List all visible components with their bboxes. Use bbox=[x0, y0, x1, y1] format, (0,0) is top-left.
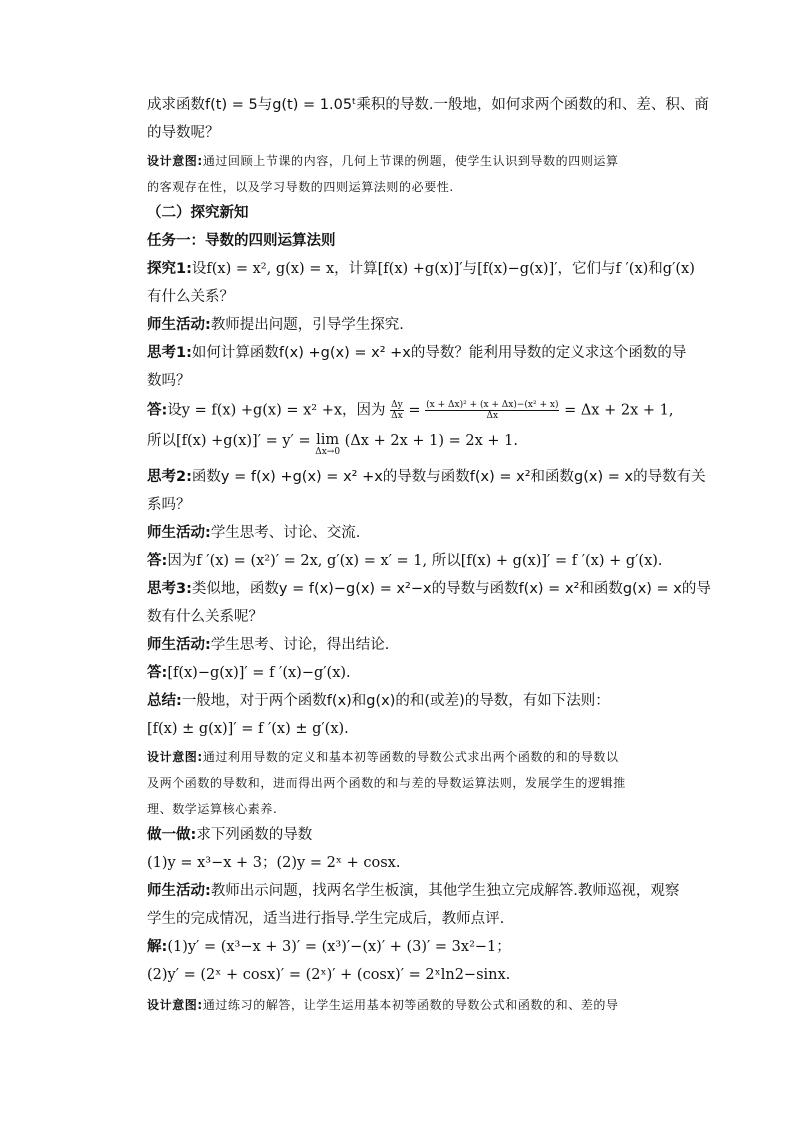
design-intent-line bbox=[147, 800, 277, 818]
think-text: 类似地，函数y = f(x)−g(x) = x²−x的导数与函数f(x) = x²和函数g(x) = x的导 bbox=[191, 581, 711, 597]
activity-text: 教师出示问题，找两名学生板演，其他学生独立完成解答.教师巡视，观察 bbox=[210, 883, 680, 899]
exercise-problem-text: (1)y = x³−x + 3；(2)y = 2ˣ + cosx. bbox=[147, 855, 401, 871]
explore-text: 设f(x) = x², g(x) = x，计算[f(x) +g(x)]′与[f(x)−g(x)]′，它们与f ′(x)和g′(x) bbox=[191, 261, 695, 277]
exercise-line bbox=[147, 826, 312, 844]
activity-line bbox=[147, 636, 389, 654]
design-intent-text: 通过利用导数的定义和基本初等函数的导数公式求出两个函数的和的导数以 bbox=[202, 750, 619, 764]
answer-line bbox=[147, 664, 351, 682]
text-line bbox=[147, 608, 263, 626]
design-intent-label: 设计意图: bbox=[147, 998, 203, 1012]
fraction-dy-dx: $\frac{\Delta y}{\Delta x}$ bbox=[391, 400, 403, 421]
activity-label: 师生活动: bbox=[147, 883, 211, 899]
paragraph-text: 数有什么关系呢？ bbox=[147, 609, 263, 625]
formula-line bbox=[147, 720, 349, 738]
paragraph-text: 数吗？ bbox=[147, 373, 191, 389]
summary-text: 一般地，对于两个函数f(x)和g(x)的和(或差)的导数，有如下法则： bbox=[181, 693, 610, 709]
think-label: 思考3: bbox=[147, 581, 192, 597]
answer-result: = Δx + 2x + 1, bbox=[564, 402, 674, 419]
activity-label: 师生活动: bbox=[147, 317, 211, 333]
think-label: 思考2: bbox=[147, 469, 192, 485]
section-heading bbox=[147, 204, 249, 222]
text-line bbox=[147, 496, 191, 514]
activity-line bbox=[147, 882, 679, 900]
task-heading bbox=[147, 232, 336, 250]
limit-symbol: lim Δx→0 bbox=[315, 432, 341, 457]
paragraph-text: 系吗？ bbox=[147, 497, 191, 513]
think-text: 函数y = f(x) +g(x) = x² +x的导数与函数f(x) = x²和函数g(x) = x的导数有关 bbox=[191, 469, 706, 485]
paragraph-text: 的导数呢？ bbox=[147, 125, 220, 141]
think-line bbox=[147, 468, 706, 486]
text-line bbox=[147, 96, 709, 114]
answer-label: 答: bbox=[147, 665, 168, 681]
exercise-label: 做一做: bbox=[147, 827, 197, 843]
text-line bbox=[147, 372, 191, 390]
design-intent-label: 设计意图: bbox=[147, 154, 203, 168]
design-intent-text: 及两个函数的导数和，进而得出两个函数的和与差的导数运算法则，发展学生的逻辑推 bbox=[147, 776, 626, 790]
design-intent-line bbox=[147, 748, 619, 766]
design-intent-text: 理、数学运算核心素养. bbox=[147, 802, 278, 816]
activity-text: 学生思考、讨论，得出结论. bbox=[210, 637, 390, 653]
solution-text: (1)y′ = (x³−x + 3)′ = (x³)′−(x)′ + (3)′ = 3x²−1； bbox=[167, 939, 511, 955]
answer-label: 答: bbox=[147, 402, 168, 419]
paragraph-text: 学生的完成情况，适当进行指导.学生完成后，教师点评. bbox=[147, 911, 505, 927]
limit-result: (Δx + 2x + 1) = 2x + 1. bbox=[344, 433, 518, 449]
think-label: 思考1: bbox=[147, 345, 192, 361]
exercise-problems bbox=[147, 854, 400, 872]
design-intent-text: 通过练习的解答，让学生运用基本初等函数的导数公式和函数的和、差的导 bbox=[202, 998, 619, 1012]
paragraph-text: 有什么关系？ bbox=[147, 289, 234, 305]
summary-line bbox=[147, 692, 610, 710]
think-line bbox=[147, 580, 711, 598]
design-intent-line bbox=[147, 996, 619, 1014]
activity-text: 学生思考、讨论、交流. bbox=[210, 525, 361, 541]
think-text: 如何计算函数f(x) +g(x) = x² +x的导数？能利用导数的定义求这个函数的导 bbox=[191, 345, 687, 361]
think-line bbox=[147, 344, 686, 362]
explore-line bbox=[147, 260, 695, 278]
sum-rule-formula: [f(x) ± g(x)]′ = f ′(x) ± g′(x). bbox=[147, 721, 349, 737]
limit-line bbox=[147, 432, 518, 457]
solution-line bbox=[147, 966, 510, 984]
explore-label: 探究1: bbox=[147, 261, 192, 277]
answer-line bbox=[147, 552, 663, 570]
exercise-text: 求下列函数的导数 bbox=[196, 827, 313, 843]
activity-line bbox=[147, 524, 360, 542]
answer-text: [f(x)−g(x)]′ = f ′(x)−g′(x). bbox=[167, 665, 351, 681]
answer-text: 设y = f(x) +g(x) = x² +x，因为 bbox=[167, 402, 386, 419]
activity-line bbox=[147, 316, 404, 334]
text-line bbox=[147, 288, 234, 306]
design-intent-text: 的客观存在性，以及学习导数的四则运算法则的必要性. bbox=[147, 180, 454, 194]
design-intent-text: 通过回顾上节课的内容，几何上节课的例题，使学生认识到导数的四则运算 bbox=[202, 154, 619, 168]
answer-line: 答:设y = f(x) +g(x) = x² +x，因为 $\frac{\Delta y}{\Delta x}$ = $\frac{\text{(x + Δx)² + (x + Δx)−(x² + x)}}{\Delta x}$ = Δx + 2x + 1, bbox=[147, 400, 674, 421]
design-intent-line bbox=[147, 152, 619, 170]
solution-line bbox=[147, 938, 511, 956]
design-intent-line bbox=[147, 774, 626, 792]
activity-label: 师生活动: bbox=[147, 637, 211, 653]
fraction-difference-quotient: $\frac{\text{(x + Δx)² + (x + Δx)−(x² + x)}}{\Delta x}$ bbox=[426, 400, 559, 421]
limit-prefix: 所以[f(x) +g(x)]′ = y′ = bbox=[147, 433, 311, 449]
solution-label: 解: bbox=[147, 939, 168, 955]
section-title: （二）探究新知 bbox=[147, 205, 249, 221]
solution-text: (2)y′ = (2ˣ + cosx)′ = (2ˣ)′ + (cosx)′ = 2ˣln2−sinx. bbox=[147, 967, 511, 983]
paragraph-text: 成求函数f(t) = 5与g(t) = 1.05ᵗ乘积的导数.一般地，如何求两个函数的和、差、积、商 bbox=[147, 97, 709, 113]
answer-label: 答: bbox=[147, 553, 168, 569]
answer-text: 因为f ′(x) = (x²)′ = 2x, g′(x) = x′ = 1, 所以[f(x) + g(x)]′ = f ′(x) + g′(x). bbox=[167, 553, 663, 569]
text-line bbox=[147, 124, 220, 142]
text-line bbox=[147, 910, 504, 928]
summary-label: 总结: bbox=[147, 693, 182, 709]
design-intent-label: 设计意图: bbox=[147, 750, 203, 764]
activity-text: 教师提出问题，引导学生探究. bbox=[210, 317, 404, 333]
design-intent-line bbox=[147, 178, 454, 196]
task-title: 任务一：导数的四则运算法则 bbox=[147, 233, 336, 249]
activity-label: 师生活动: bbox=[147, 525, 211, 541]
